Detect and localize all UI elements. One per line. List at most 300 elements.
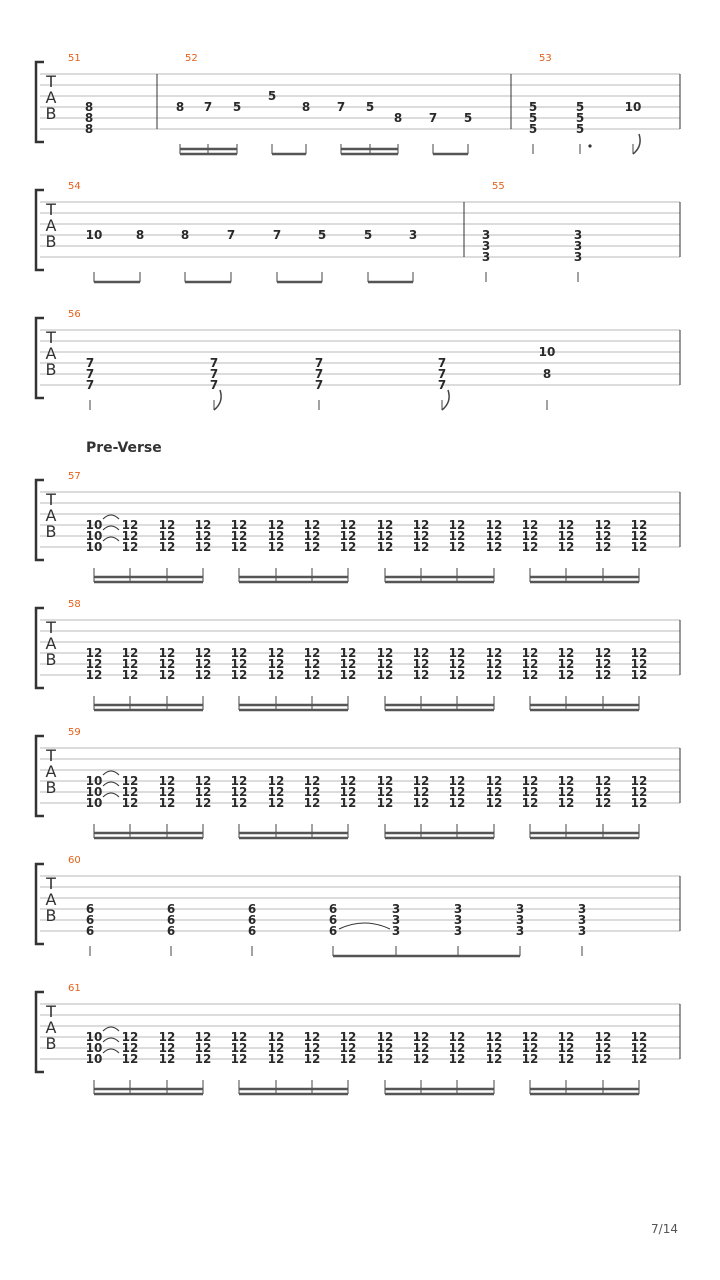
tab-clef-letter: A [45,344,57,363]
tab-clef-letter: T [46,1002,56,1021]
fret-number: 12 [376,1030,394,1044]
tab-system [36,53,680,154]
fret-number: 12 [594,540,612,554]
fret-number: 7 [437,378,447,392]
fret-number: 12 [630,1052,648,1066]
tab-clef-letter: B [45,104,57,123]
fret-number: 12 [594,657,612,671]
fret-number: 12 [485,1030,503,1044]
tab-clef-letter: A [45,1018,57,1037]
fret-number: 12 [594,1041,612,1055]
fret-number: 5 [575,111,585,125]
fret-number: 5 [575,100,585,114]
fret-number: 12 [376,668,394,682]
fret-number: 7 [226,228,236,242]
fret-number: 8 [393,111,403,125]
fret-number: 12 [267,1030,285,1044]
fret-number: 3 [515,913,525,927]
bar-number: 54 [68,181,81,192]
fret-number: 12 [630,518,648,532]
fret-number: 12 [485,1052,503,1066]
fret-number: 12 [158,1052,176,1066]
fret-number: 12 [158,1041,176,1055]
fret-number: 12 [267,1052,285,1066]
fret-number: 6 [166,924,176,938]
fret-number: 12 [121,518,139,532]
fret-number: 12 [376,646,394,660]
fret-number: 12 [158,774,176,788]
tab-system [36,181,680,282]
fret-number: 3 [481,250,491,264]
fret-number: 12 [557,657,575,671]
fret-number: 12 [448,774,466,788]
fret-number: 12 [521,1030,539,1044]
fret-number: 7 [209,356,219,370]
fret-number: 7 [209,367,219,381]
fret-number: 12 [630,785,648,799]
fret-number: 12 [448,646,466,660]
fret-number: 3 [453,913,463,927]
fret-number: 7 [437,367,447,381]
fret-number: 12 [521,540,539,554]
fret-number: 7 [85,367,95,381]
fret-number: 12 [630,668,648,682]
tab-clef-letter: B [45,360,57,379]
fret-number: 12 [158,668,176,682]
tab-clef-letter: A [45,634,57,653]
fret-number: 3 [481,239,491,253]
fret-number: 12 [412,518,430,532]
fret-number: 12 [158,518,176,532]
fret-number: 12 [594,796,612,810]
fret-number: 12 [230,1030,248,1044]
fret-number: 12 [194,796,212,810]
fret-number: 12 [158,646,176,660]
fret-number: 12 [339,646,357,660]
fret-number: 12 [303,518,321,532]
fret-number: 8 [175,100,185,114]
fret-number: 12 [194,540,212,554]
fret-number: 12 [448,785,466,799]
fret-number: 10 [85,1030,103,1044]
slur-mark [103,793,119,797]
fret-number: 7 [428,111,438,125]
fret-number: 7 [336,100,346,114]
fret-number: 12 [594,668,612,682]
fret-number: 12 [557,1030,575,1044]
tab-clef-letter: T [46,200,56,219]
fret-number: 6 [328,924,338,938]
fret-number: 12 [521,1052,539,1066]
fret-number: 12 [376,785,394,799]
fret-number: 12 [521,796,539,810]
fret-number: 12 [267,1041,285,1055]
fret-number: 12 [194,518,212,532]
tab-system [36,727,680,838]
fret-number: 8 [84,100,94,114]
fret-number: 12 [121,646,139,660]
fret-number: 12 [158,1030,176,1044]
slur-mark [103,515,119,519]
fret-number: 12 [630,657,648,671]
bar-number: 58 [68,599,81,610]
fret-number: 12 [594,529,612,543]
bar-number: 56 [68,309,81,320]
fret-number: 7 [314,356,324,370]
fret-number: 12 [158,540,176,554]
rhythm-dot [588,144,591,147]
fret-number: 12 [630,796,648,810]
fret-number: 7 [314,378,324,392]
tab-clef-letter: B [45,522,57,541]
bar-number: 59 [68,727,81,738]
fret-number: 8 [301,100,311,114]
fret-number: 12 [303,774,321,788]
fret-number: 12 [630,1030,648,1044]
fret-number: 5 [528,100,538,114]
fret-number: 7 [203,100,213,114]
fret-number: 12 [594,1052,612,1066]
fret-number: 3 [573,239,583,253]
fret-number: 10 [85,1052,103,1066]
fret-number: 12 [485,518,503,532]
fret-number: 12 [485,785,503,799]
fret-number: 12 [339,668,357,682]
fret-number: 12 [339,785,357,799]
fret-number: 6 [247,924,257,938]
fret-number: 12 [230,785,248,799]
tab-system [36,471,680,582]
fret-number: 12 [521,774,539,788]
fret-number: 7 [85,378,95,392]
fret-number: 12 [194,774,212,788]
fret-number: 6 [85,924,95,938]
fret-number: 3 [453,902,463,916]
fret-number: 12 [194,1041,212,1055]
fret-number: 12 [630,540,648,554]
fret-number: 12 [85,657,103,671]
fret-number: 12 [339,1030,357,1044]
slur-mark [103,771,119,775]
fret-number: 3 [577,924,587,938]
fret-number: 12 [376,529,394,543]
fret-number: 12 [376,518,394,532]
fret-number: 12 [448,529,466,543]
fret-number: 5 [363,228,373,242]
tab-clef-letter: A [45,506,57,525]
fret-number: 12 [412,657,430,671]
fret-number: 12 [303,657,321,671]
fret-number: 12 [412,796,430,810]
fret-number: 12 [412,540,430,554]
fret-number: 12 [557,796,575,810]
fret-number: 12 [557,668,575,682]
fret-number: 12 [448,668,466,682]
slur-mark [103,1038,119,1042]
fret-number: 12 [521,529,539,543]
fret-number: 3 [573,228,583,242]
slur-mark [103,1049,119,1053]
fret-number: 12 [158,785,176,799]
fret-number: 12 [594,518,612,532]
fret-number: 12 [376,796,394,810]
slur-mark [103,1027,119,1031]
tab-clef-letter: T [46,618,56,637]
fret-number: 7 [314,367,324,381]
fret-number: 12 [194,1030,212,1044]
fret-number: 12 [485,774,503,788]
fret-number: 12 [121,774,139,788]
fret-number: 10 [85,785,103,799]
fret-number: 12 [230,540,248,554]
fret-number: 12 [194,668,212,682]
fret-number: 12 [339,1041,357,1055]
fret-number: 12 [230,518,248,532]
tab-clef-letter: T [46,746,56,765]
note-flag [442,390,449,410]
fret-number: 3 [453,924,463,938]
tab-clef-letter: B [45,650,57,669]
tab-clef-letter: T [46,328,56,347]
fret-number: 12 [521,668,539,682]
fret-number: 12 [412,668,430,682]
note-flag [633,134,640,154]
fret-number: 7 [85,356,95,370]
fret-number: 3 [577,913,587,927]
tab-clef-letter: A [45,890,57,909]
fret-number: 3 [408,228,418,242]
bar-number: 52 [185,53,198,64]
fret-number: 12 [376,1041,394,1055]
fret-number: 12 [303,1052,321,1066]
fret-number: 12 [557,518,575,532]
fret-number: 3 [577,902,587,916]
bar-number: 61 [68,983,81,994]
fret-number: 12 [194,646,212,660]
bar-number: 55 [492,181,505,192]
fret-number: 12 [594,1030,612,1044]
page-number: 7/14 [651,1222,678,1236]
fret-number: 12 [267,518,285,532]
tab-clef-letter: B [45,778,57,797]
fret-number: 12 [339,657,357,671]
fret-number: 12 [194,785,212,799]
fret-number: 12 [448,540,466,554]
fret-number: 12 [303,646,321,660]
fret-number: 12 [158,529,176,543]
tab-clef-letter: T [46,490,56,509]
fret-number: 10 [85,518,103,532]
fret-number: 12 [485,540,503,554]
fret-number: 6 [328,913,338,927]
fret-number: 3 [515,902,525,916]
fret-number: 12 [303,785,321,799]
fret-number: 12 [630,774,648,788]
fret-number: 12 [448,657,466,671]
fret-number: 12 [194,657,212,671]
fret-number: 12 [267,796,285,810]
fret-number: 5 [575,122,585,136]
fret-number: 10 [85,228,103,242]
fret-number: 6 [247,913,257,927]
fret-number: 8 [135,228,145,242]
fret-number: 12 [121,1052,139,1066]
bar-number: 60 [68,855,81,866]
fret-number: 12 [630,646,648,660]
fret-number: 12 [630,529,648,543]
fret-number: 12 [303,1041,321,1055]
tab-system [36,599,680,710]
bar-number: 53 [539,53,552,64]
fret-number: 12 [339,774,357,788]
fret-number: 12 [521,785,539,799]
fret-number: 12 [121,657,139,671]
fret-number: 10 [85,529,103,543]
fret-number: 12 [485,529,503,543]
fret-number: 12 [85,646,103,660]
fret-number: 3 [573,250,583,264]
fret-number: 12 [376,774,394,788]
fret-number: 12 [412,1030,430,1044]
fret-number: 12 [376,657,394,671]
fret-number: 12 [230,774,248,788]
fret-number: 12 [267,774,285,788]
fret-number: 10 [85,774,103,788]
fret-number: 12 [521,646,539,660]
bar-number: 57 [68,471,81,482]
fret-number: 12 [230,657,248,671]
fret-number: 12 [194,529,212,543]
fret-number: 12 [485,657,503,671]
fret-number: 12 [303,1030,321,1044]
fret-number: 12 [230,529,248,543]
fret-number: 6 [166,902,176,916]
fret-number: 8 [84,122,94,136]
fret-number: 12 [121,1041,139,1055]
fret-number: 12 [339,540,357,554]
fret-number: 12 [158,796,176,810]
fret-number: 12 [448,1052,466,1066]
fret-number: 3 [391,924,401,938]
fret-number: 12 [485,646,503,660]
tab-clef-letter: B [45,1034,57,1053]
fret-number: 12 [339,529,357,543]
fret-number: 6 [85,913,95,927]
fret-number: 12 [557,1052,575,1066]
fret-number: 12 [630,1041,648,1055]
slur-mark [103,526,119,530]
fret-number: 12 [485,668,503,682]
fret-number: 10 [85,796,103,810]
tab-clef-letter: A [45,216,57,235]
fret-number: 12 [230,646,248,660]
fret-number: 12 [121,540,139,554]
bar-number: 51 [68,53,81,64]
fret-number: 12 [230,668,248,682]
fret-number: 10 [85,1041,103,1055]
fret-number: 6 [166,913,176,927]
fret-number: 5 [528,122,538,136]
fret-number: 12 [230,1052,248,1066]
fret-number: 12 [85,668,103,682]
fret-number: 12 [557,1041,575,1055]
fret-number: 12 [230,796,248,810]
fret-number: 6 [85,902,95,916]
fret-number: 12 [557,785,575,799]
fret-number: 12 [267,657,285,671]
fret-number: 5 [232,100,242,114]
fret-number: 12 [485,1041,503,1055]
fret-number: 12 [267,668,285,682]
tab-clef-letter: T [46,72,56,91]
fret-number: 3 [391,913,401,927]
fret-number: 12 [194,1052,212,1066]
fret-number: 12 [412,529,430,543]
fret-number: 7 [209,378,219,392]
tab-system [36,309,680,410]
fret-number: 12 [448,1041,466,1055]
fret-number: 8 [542,367,552,381]
tab-clef-letter: A [45,762,57,781]
tie-arc [339,923,390,929]
fret-number: 12 [303,529,321,543]
fret-number: 12 [267,646,285,660]
fret-number: 12 [521,657,539,671]
fret-number: 7 [272,228,282,242]
fret-number: 12 [448,796,466,810]
fret-number: 12 [412,1041,430,1055]
fret-number: 12 [303,796,321,810]
tab-clef-letter: T [46,874,56,893]
fret-number: 12 [121,785,139,799]
tab-clef-letter: B [45,906,57,925]
fret-number: 12 [121,1030,139,1044]
fret-number: 12 [303,540,321,554]
fret-number: 12 [557,529,575,543]
fret-number: 12 [376,540,394,554]
tab-system [36,983,680,1094]
fret-number: 12 [230,1041,248,1055]
fret-number: 12 [267,785,285,799]
fret-number: 12 [557,646,575,660]
fret-number: 12 [339,1052,357,1066]
fret-number: 12 [594,785,612,799]
fret-number: 3 [391,902,401,916]
tab-system [36,855,680,956]
fret-number: 8 [84,111,94,125]
fret-number: 5 [365,100,375,114]
section-label: Pre-Verse [86,440,162,456]
fret-number: 12 [485,796,503,810]
fret-number: 3 [515,924,525,938]
fret-number: 12 [448,518,466,532]
fret-number: 3 [481,228,491,242]
fret-number: 12 [121,529,139,543]
slur-mark [103,782,119,786]
fret-number: 12 [267,540,285,554]
fret-number: 5 [528,111,538,125]
fret-number: 10 [538,345,556,359]
fret-number: 12 [303,668,321,682]
fret-number: 12 [339,518,357,532]
fret-number: 12 [412,785,430,799]
fret-number: 12 [267,529,285,543]
note-flag [214,390,221,410]
fret-number: 10 [624,100,642,114]
fret-number: 12 [448,1030,466,1044]
fret-number: 7 [437,356,447,370]
fret-number: 12 [594,774,612,788]
